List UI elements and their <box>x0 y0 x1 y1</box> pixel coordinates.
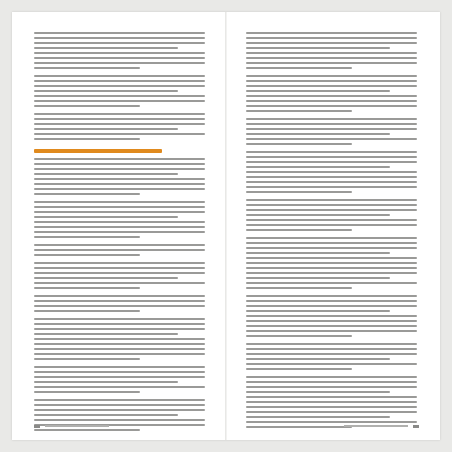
text-line <box>246 358 390 360</box>
text-line <box>246 52 417 54</box>
text-line <box>246 47 390 49</box>
text-line <box>246 219 417 221</box>
text-line <box>34 343 205 345</box>
text-line <box>246 282 417 284</box>
text-line <box>34 173 178 175</box>
text-line <box>246 335 352 337</box>
text-line <box>34 67 140 69</box>
text-line <box>246 176 417 178</box>
text-line <box>246 386 417 388</box>
text-line <box>34 226 205 228</box>
text-line <box>34 272 205 274</box>
text-line <box>34 188 205 190</box>
text-line <box>34 133 205 135</box>
text-line <box>246 214 390 216</box>
text-line <box>246 310 390 312</box>
text-line <box>34 178 205 180</box>
text-line <box>246 181 417 183</box>
text-line <box>246 90 390 92</box>
text-line <box>246 32 417 34</box>
text-line <box>246 204 417 206</box>
left-page <box>12 12 226 440</box>
text-line <box>34 123 205 125</box>
text-line <box>34 42 205 44</box>
text-line <box>246 368 352 370</box>
left-page-number <box>34 425 40 428</box>
text-line <box>34 128 178 130</box>
text-line <box>246 305 417 307</box>
text-line <box>246 151 417 153</box>
text-line <box>246 242 417 244</box>
text-line <box>246 252 390 254</box>
text-line <box>246 320 417 322</box>
text-line <box>246 426 352 428</box>
text-line <box>34 254 140 256</box>
text-line <box>34 353 205 355</box>
text-line <box>34 262 205 264</box>
text-line <box>246 191 352 193</box>
text-line <box>246 85 417 87</box>
text-line <box>34 201 205 203</box>
text-line <box>246 229 352 231</box>
text-line <box>34 358 140 360</box>
text-line <box>34 118 205 120</box>
text-line <box>34 183 205 185</box>
text-line <box>246 143 352 145</box>
text-line <box>34 138 140 140</box>
text-line <box>34 216 178 218</box>
text-line <box>34 318 205 320</box>
text-line <box>246 224 417 226</box>
text-line <box>246 363 417 365</box>
text-line <box>246 262 417 264</box>
text-line <box>34 193 140 195</box>
text-line <box>34 211 205 213</box>
left-page-footer <box>34 423 109 429</box>
text-line <box>246 391 390 393</box>
left-page-body-text <box>34 32 205 434</box>
text-line <box>246 353 417 355</box>
text-line <box>34 100 205 102</box>
text-line <box>246 105 417 107</box>
text-line <box>34 221 205 223</box>
text-line <box>246 42 417 44</box>
text-line <box>34 323 205 325</box>
text-line <box>246 257 417 259</box>
text-line <box>246 295 417 297</box>
text-line <box>246 343 417 345</box>
text-line <box>34 381 178 383</box>
text-line <box>246 348 417 350</box>
text-line <box>34 168 205 170</box>
text-line <box>246 209 417 211</box>
text-line <box>246 75 417 77</box>
text-line <box>34 90 178 92</box>
text-line <box>246 95 417 97</box>
paragraph-gap <box>34 143 205 146</box>
text-line <box>34 414 178 416</box>
text-line <box>246 315 417 317</box>
text-line <box>246 128 417 130</box>
text-line <box>246 123 417 125</box>
text-line <box>246 416 390 418</box>
text-line <box>34 244 205 246</box>
text-line <box>246 110 352 112</box>
text-line <box>34 267 205 269</box>
text-line <box>246 80 417 82</box>
text-line <box>246 396 417 398</box>
book-spread <box>12 12 440 440</box>
text-line <box>34 113 205 115</box>
text-line <box>34 419 205 421</box>
text-line <box>34 105 140 107</box>
text-line <box>246 300 417 302</box>
right-running-title <box>344 425 408 427</box>
text-line <box>34 75 205 77</box>
text-line <box>34 287 140 289</box>
text-line <box>34 282 205 284</box>
right-page-footer <box>344 423 419 429</box>
text-line <box>246 267 417 269</box>
text-line <box>34 300 205 302</box>
text-line <box>34 366 205 368</box>
text-line <box>34 47 178 49</box>
text-line <box>34 371 205 373</box>
text-line <box>34 236 140 238</box>
text-line <box>34 386 205 388</box>
text-line <box>34 95 205 97</box>
text-line <box>246 118 417 120</box>
text-line <box>246 166 390 168</box>
text-line <box>34 62 205 64</box>
text-line <box>246 247 417 249</box>
text-line <box>246 272 417 274</box>
text-line <box>246 133 390 135</box>
text-line <box>34 409 205 411</box>
text-line <box>34 333 178 335</box>
text-line <box>246 199 417 201</box>
section-heading <box>34 149 162 153</box>
text-line <box>34 310 140 312</box>
text-line <box>34 404 205 406</box>
text-line <box>34 32 205 34</box>
text-line <box>34 37 205 39</box>
text-line <box>34 249 205 251</box>
text-line <box>246 186 417 188</box>
text-line <box>246 57 417 59</box>
text-line <box>34 429 140 431</box>
text-line <box>246 171 417 173</box>
right-page-number <box>413 425 419 428</box>
text-line <box>34 295 205 297</box>
text-line <box>34 52 205 54</box>
text-line <box>246 381 417 383</box>
text-line <box>34 305 205 307</box>
text-line <box>246 37 417 39</box>
text-line <box>246 161 417 163</box>
text-line <box>34 277 178 279</box>
text-line <box>246 138 417 140</box>
text-line <box>34 80 205 82</box>
text-line <box>246 411 417 413</box>
text-line <box>34 348 205 350</box>
text-line <box>34 57 205 59</box>
text-line <box>34 85 205 87</box>
text-line <box>246 401 417 403</box>
right-page-body-text <box>246 32 417 431</box>
text-line <box>246 156 417 158</box>
left-running-title <box>45 425 109 427</box>
text-line <box>34 376 205 378</box>
text-line <box>246 325 417 327</box>
text-line <box>34 328 205 330</box>
text-line <box>34 231 205 233</box>
text-line <box>34 338 205 340</box>
text-line <box>34 399 205 401</box>
text-line <box>246 287 352 289</box>
text-line <box>34 163 205 165</box>
text-line <box>246 330 417 332</box>
text-line <box>246 237 417 239</box>
text-line <box>246 376 417 378</box>
text-line <box>34 158 205 160</box>
right-page <box>226 12 440 440</box>
text-line <box>246 62 417 64</box>
text-line <box>34 206 205 208</box>
text-line <box>246 100 417 102</box>
text-line <box>246 67 352 69</box>
text-line <box>246 277 390 279</box>
text-line <box>246 406 417 408</box>
text-line <box>34 391 140 393</box>
